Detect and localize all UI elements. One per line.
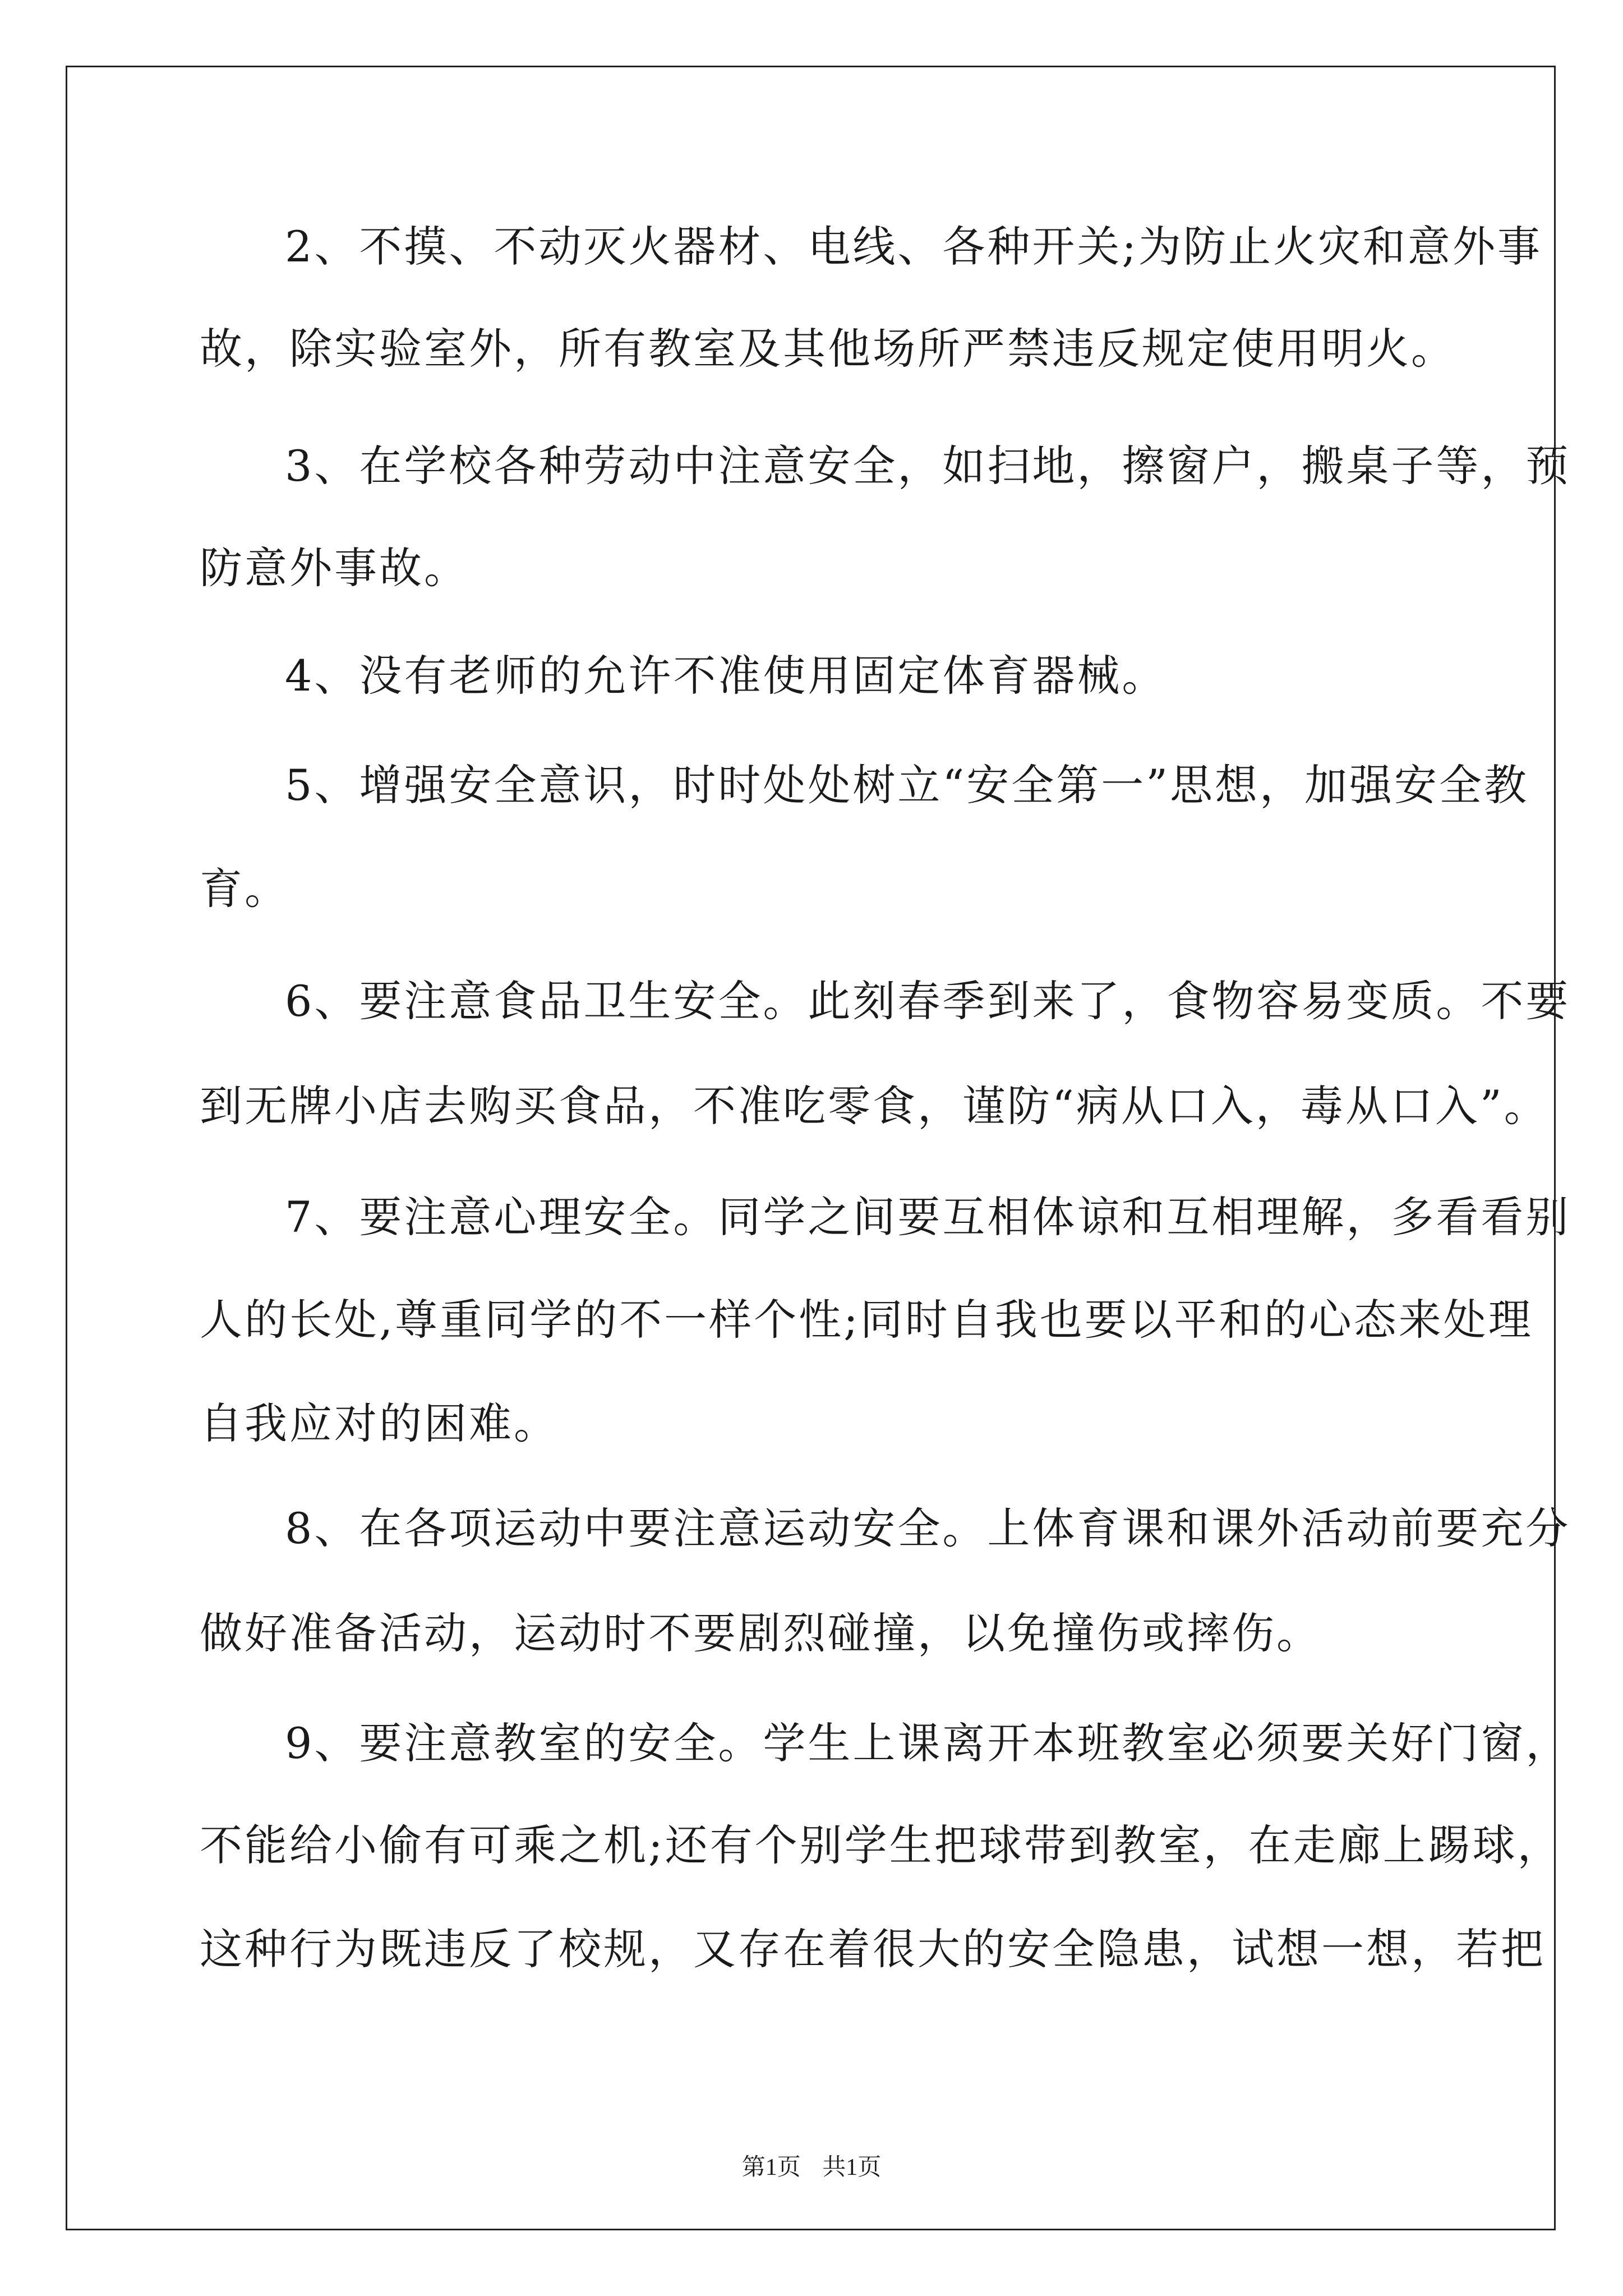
line-item-3-1: 3、在学校各种劳动中注意安全，如扫地，擦窗户，搬桌子等，预 bbox=[285, 441, 1571, 491]
page-total: 共1页 bbox=[822, 2155, 882, 2180]
line-item-7-2: 人的长处,尊重同学的不一样个性;同时自我也要以平和的心态来处理 bbox=[200, 1295, 1533, 1345]
page-number: 第1页 bbox=[741, 2155, 801, 2180]
document-body bbox=[200, 0, 1571, 2076]
line-item-6-2: 到无牌小店去购买食品，不准吃零食，谨防“病从口入，毒从口入”。 bbox=[200, 1081, 1549, 1131]
line-item-5-1: 5、增强安全意识，时时处处树立“安全第一”思想，加强安全教 bbox=[285, 760, 1529, 810]
line-item-2-2: 故，除实验室外，所有教室及其他场所严禁违反规定使用明火。 bbox=[200, 324, 1456, 374]
line-item-8-2: 做好准备活动，运动时不要剧烈碰撞，以免撞伤或摔伤。 bbox=[200, 1608, 1321, 1658]
line-item-5-2: 育。 bbox=[200, 864, 289, 914]
line-item-7-1: 7、要注意心理安全。同学之间要互相体谅和互相理解，多看看别 bbox=[285, 1192, 1571, 1242]
line-item-9-2: 不能给小偷有可乘之机;还有个别学生把球带到教室，在走廊上踢球， bbox=[200, 1820, 1562, 1870]
line-item-7-3: 自我应对的困难。 bbox=[200, 1398, 559, 1448]
line-item-3-2: 防意外事故。 bbox=[200, 543, 469, 593]
page-footer bbox=[0, 2148, 1623, 2182]
line-item-6-1: 6、要注意食品卫生安全。此刻春季到来了，食物容易变质。不要 bbox=[285, 976, 1571, 1026]
line-item-4-1: 4、没有老师的允许不准使用固定体育器械。 bbox=[285, 651, 1167, 701]
line-item-9-1: 9、要注意教室的安全。学生上课离开本班教室必须要关好门窗， bbox=[285, 1718, 1571, 1768]
line-item-8-1: 8、在各项运动中要注意运动安全。上体育课和课外活动前要充分 bbox=[285, 1503, 1571, 1553]
line-item-2-1: 2、不摸、不动灭火器材、电线、各种开关;为防止火灾和意外事 bbox=[285, 222, 1542, 272]
line-item-9-3: 这种行为既违反了校规，又存在着很大的安全隐患，试想一想，若把 bbox=[200, 1924, 1546, 1974]
